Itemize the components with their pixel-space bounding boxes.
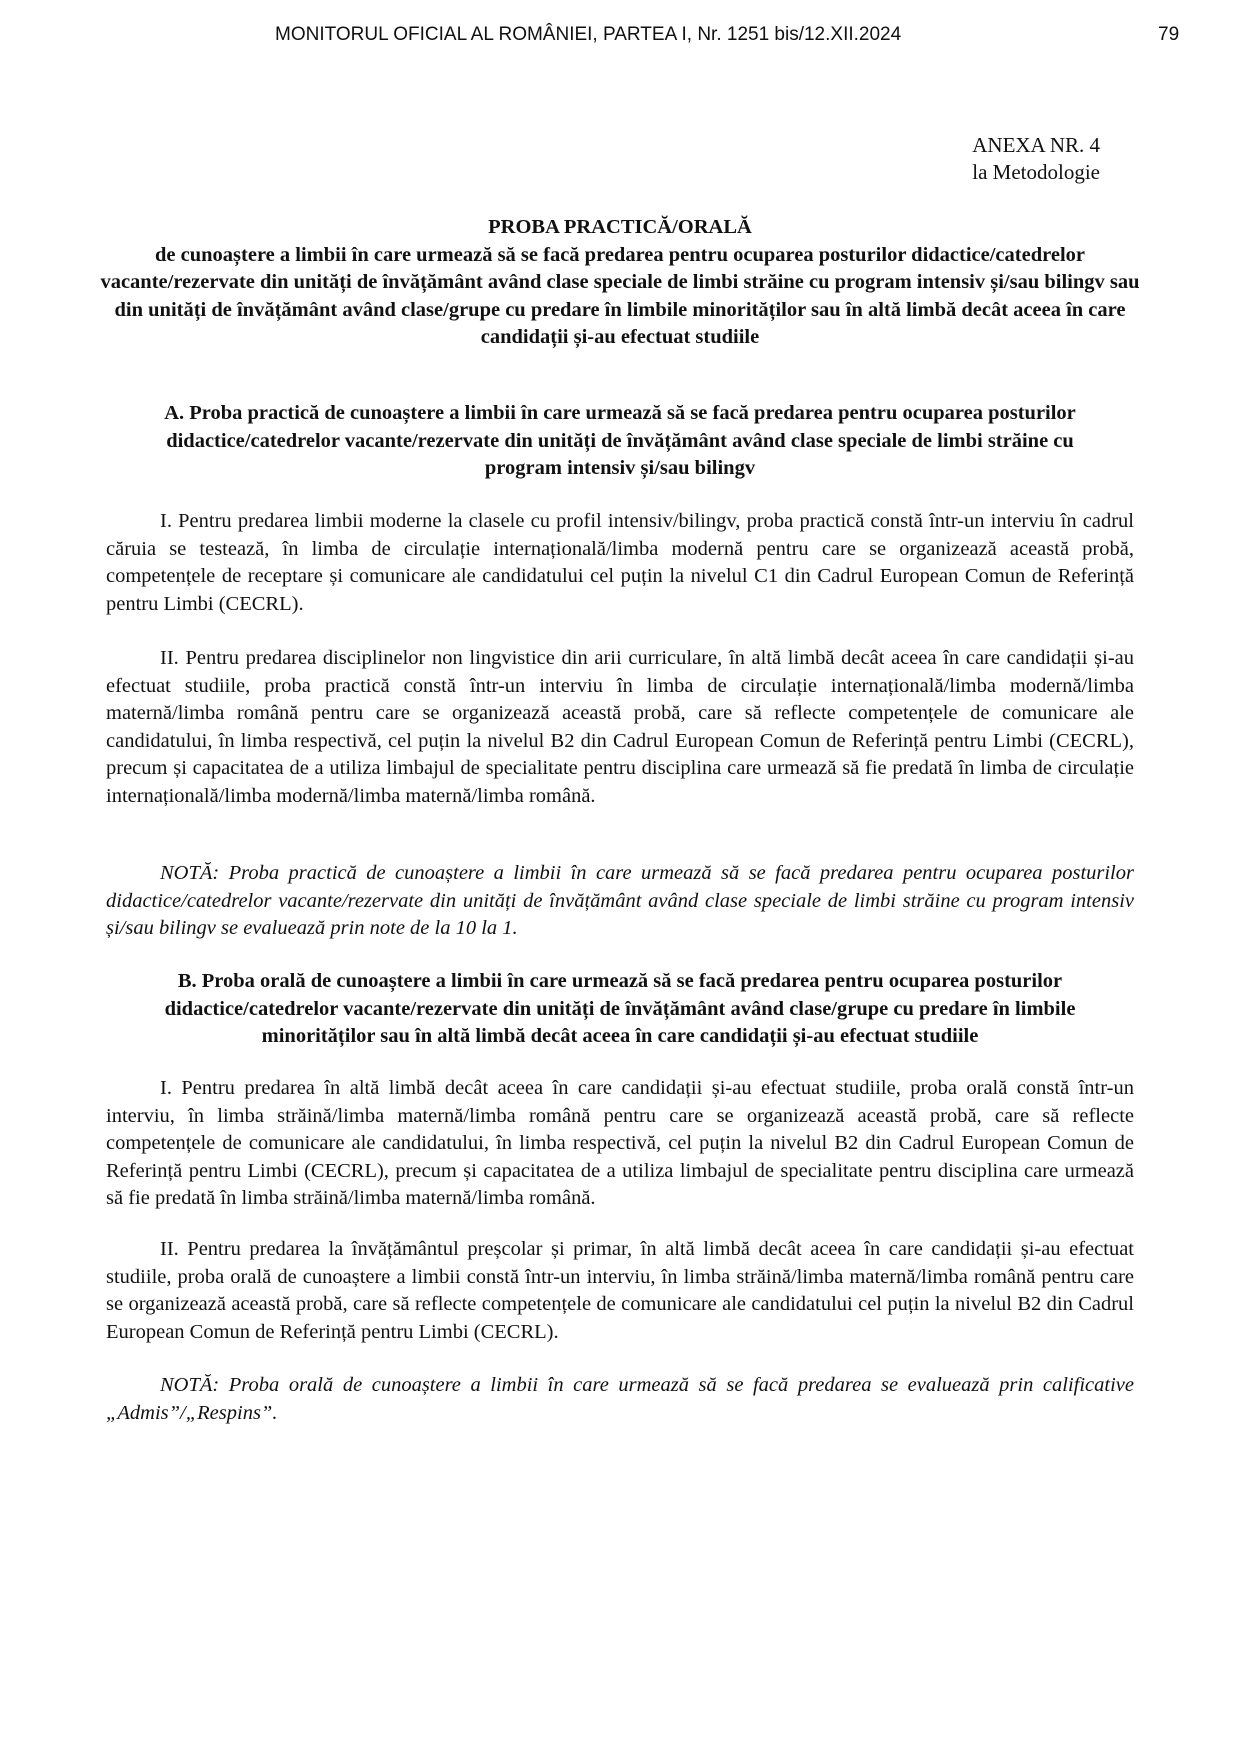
annex-parent: la Metodologie <box>972 160 1100 184</box>
section-a-paragraph-2: II. Pentru predarea disciplinelor non lingvistice din arii curriculare, în altă limbă decât aceea în care candidații și-au efectuat studiile, proba practică constă într-un interviu în limba de circulație internațională/limba modernă/limba maternă/limba română pentru care se organizează această probă, care să reflecte competențele de comunicare ale candidatului, în limba respectivă, cel puțin la nivelul B2 din Cadrul European Comun de Referință pentru Limbi (CECRL), precum și capacitatea de a utiliza limbajul de specialitate pentru disciplina care urmează să fie predată în limba de circulație internațională/limba modernă/limba maternă/limba română. <box>106 647 1134 807</box>
annex-number: ANEXA NR. 4 <box>972 133 1100 157</box>
page-number: 79 <box>1158 24 1180 45</box>
annex-reference <box>972 132 1100 186</box>
document-title-block <box>100 214 1140 352</box>
section-b-note: NOTĂ: Proba orală de cunoaștere a limbii în care urmează să se facă predarea se evaluează prin calificative „Admis”/„Respins”. <box>106 1374 1134 1424</box>
section-a-heading: A. Proba practică de cunoaștere a limbii în care urmează să se facă predarea pentru ocuparea posturilor didactice/catedrelor vacante/rezervate din unități de învățământ având clase speciale de limbi străine cu program intensiv și/sau bilingv <box>164 402 1076 479</box>
section-a-paragraph-1: I. Pentru predarea limbii moderne la clasele cu profil intensiv/bilingv, proba practică constă într-un interviu în cadrul căruia se testează, în limba de circulație internațională/limba modernă pentru care se organizează această probă, competențele de receptare și comunicare ale candidatului cel puțin la nivelul C1 din Cadrul European Comun de Referință pentru Limbi (CECRL). <box>106 510 1134 615</box>
document-title: PROBA PRACTICĂ/ORALĂ <box>488 216 752 238</box>
section-b-paragraph-1: I. Pentru predarea în altă limbă decât aceea în care candidații și-au efectuat studiile, proba orală constă într-un interviu, în limba străină/limba maternă/limba română pentru care se organizează această probă, care să reflecte competențele de comunicare ale candidatului, în limba respectivă, cel puțin la nivelul B2 din Cadrul European Comun de Referință pentru Limbi (CECRL), precum și capacitatea de a utiliza limbajul de specialitate pentru disciplina care urmează să fie predată în limba străină/limba maternă/limba română. <box>106 1077 1134 1209</box>
section-b-heading: B. Proba orală de cunoaștere a limbii în care urmează să se facă predarea pentru ocuparea posturilor didactice/catedrelor vacante/rezervate din unități de învățământ având clase/grupe cu predare în limbile minorităților sau în altă limbă decât aceea în care candidații și-au efectuat studiile <box>164 970 1076 1047</box>
document-subtitle: de cunoaștere a limbii în care urmează să se facă predarea pentru ocuparea posturilor didactice/catedrelor vacante/rezervate din unități de învățământ având clase speciale de limbi străine cu program intensiv și/sau bilingv sau din unități de învățământ având clase/grupe cu predare în limbile minorităților sau în altă limbă decât aceea în care candidații și-au efectuat studiile <box>100 243 1140 348</box>
section-a-note: NOTĂ: Proba practică de cunoaștere a limbii în care urmează să se facă predarea pentru ocuparea posturilor didactice/catedrelor vacante/rezervate din unități de învățământ având clase speciale de limbi străine cu program intensiv și/sau bilingv se evaluează prin note de la 10 la 1. <box>106 862 1134 939</box>
section-b-paragraph-2: II. Pentru predarea la învățământul preșcolar și primar, în altă limbă decât aceea în care candidații și-au efectuat studiile, proba orală de cunoaștere a limbii constă într-un interviu, în limba străină/limba maternă/limba română pentru care se organizează această probă, care să reflecte competențele de comunicare ale candidatului cel puțin la nivelul B2 din Cadrul European Comun de Referință pentru Limbi (CECRL). <box>106 1238 1134 1343</box>
journal-title: MONITORUL OFICIAL AL ROMÂNIEI, PARTEA I, Nr. 1251 bis/12.XII.2024 <box>275 24 902 45</box>
